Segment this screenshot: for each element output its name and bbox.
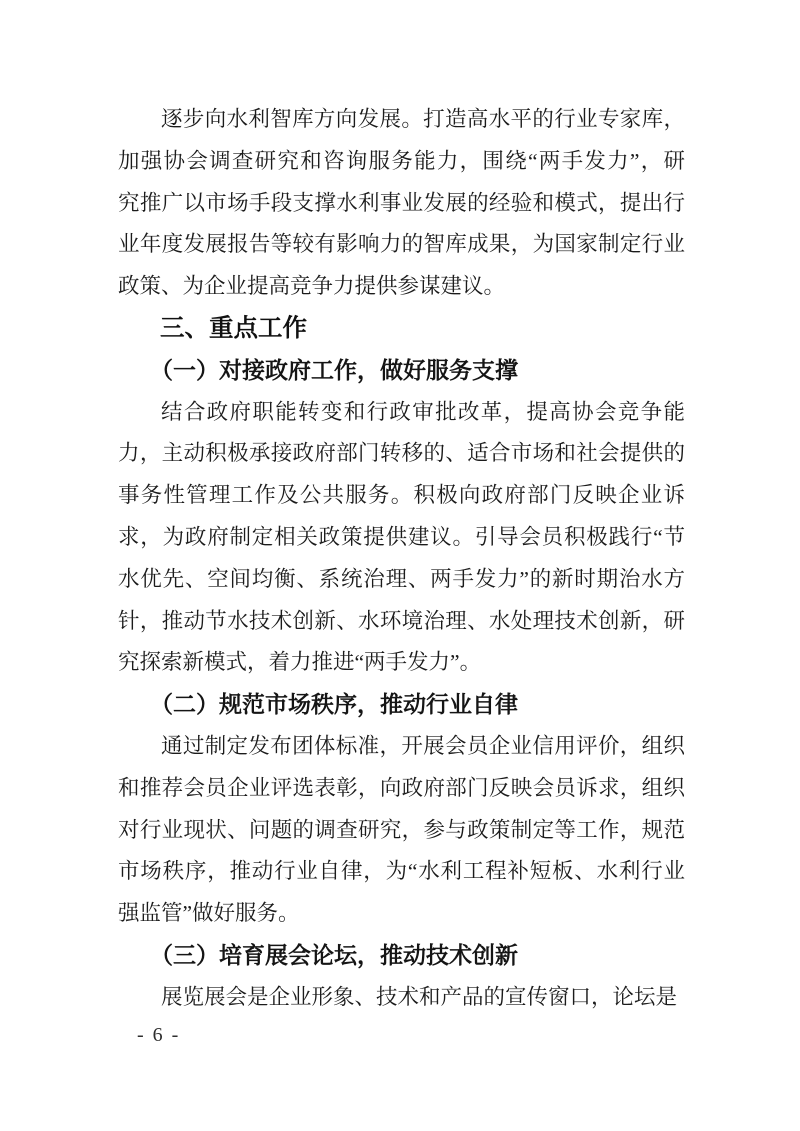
- body-text-line: 水优先、空间均衡、系统治理、两手发力”的新时期治水方: [118, 566, 685, 591]
- section-heading: 三、重点工作: [160, 314, 307, 342]
- body-text-line: 和推荐会员企业评选表彰，向政府部门反映会员诉求，组织: [118, 775, 685, 800]
- body-text-line: 加强协会调查研究和咨询服务能力，围绕“两手发力”，研: [118, 148, 685, 173]
- document-body: [118, 99, 685, 1019]
- body-text-line: 通过制定发布团体标准，开展会员企业信用评价，组织: [161, 733, 685, 758]
- body-text-line: 事务性管理工作及公共服务。积极向政府部门反映企业诉: [118, 483, 685, 508]
- body-text-line: 逐步向水利智库方向发展。打造高水平的行业专家库，: [161, 107, 685, 131]
- body-text-line: 对行业现状、问题的调查研究，参与政策制定等工作，规范: [118, 817, 685, 842]
- body-text-line: 市场秩序，推动行业自律，为“水利工程补短板、水利行业: [118, 859, 685, 884]
- body-text-line: 政策、为企业提高竞争力提供参谋建议。: [118, 274, 506, 299]
- body-text-line: 究推广以市场手段支撑水利事业发展的经验和模式，提出行: [118, 190, 685, 215]
- subsection-heading: （三）培育展会论坛，推动技术创新: [150, 942, 518, 968]
- page-number: - 6 -: [137, 1024, 181, 1046]
- body-text-line: 强监管”做好服务。: [118, 901, 300, 926]
- body-text-line: 求，为政府制定相关政策提供建议。引导会员积极践行“节: [118, 524, 685, 549]
- body-text-line: 展览展会是企业形象、技术和产品的宣传窗口，论坛是: [161, 984, 678, 1009]
- subsection-heading: （一）对接政府工作，做好服务支撑: [150, 357, 518, 383]
- body-text-line: 业年度发展报告等较有影响力的智库成果，为国家制定行业: [118, 232, 685, 257]
- body-text-line: 针，推动节水技术创新、水环境治理、水处理技术创新，研: [118, 608, 685, 633]
- body-text-line: 究探索新模式，着力推进“两手发力”。: [118, 650, 482, 675]
- body-text-line: 结合政府职能转变和行政审批改革，提高协会竞争能: [161, 399, 685, 424]
- body-text-line: 力，主动积极承接政府部门转移的、适合市场和社会提供的: [118, 441, 685, 466]
- subsection-heading: （二）规范市场秩序，推动行业自律: [150, 692, 518, 718]
